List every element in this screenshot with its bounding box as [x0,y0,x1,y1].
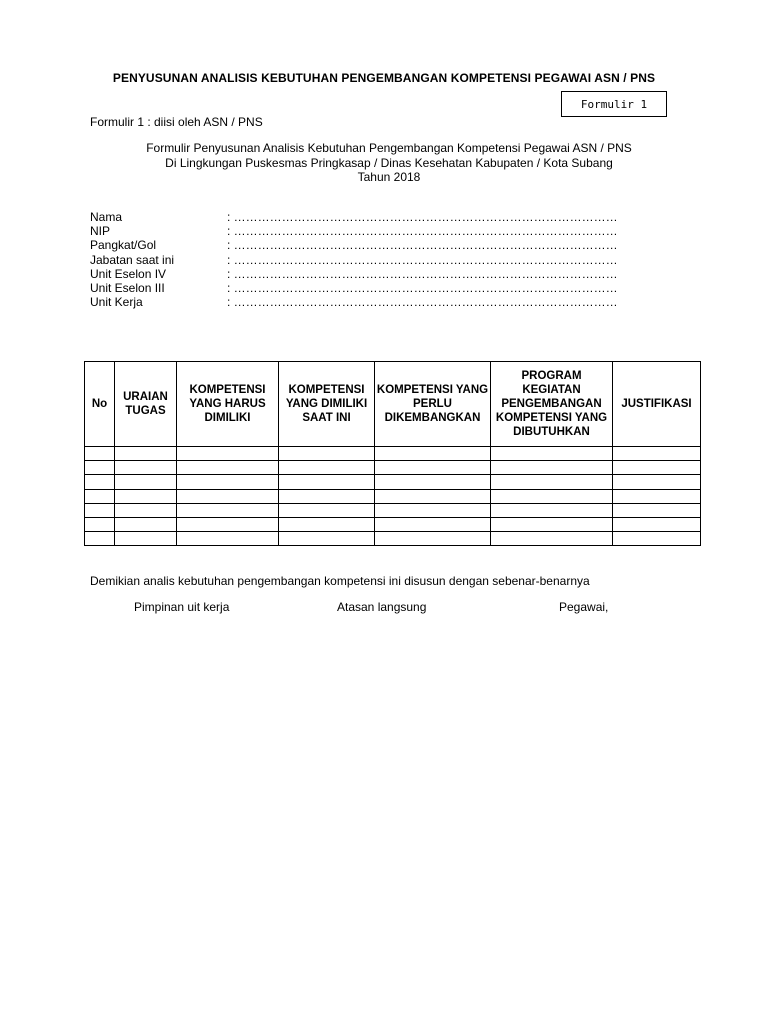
table-row [85,489,701,503]
table-cell[interactable] [279,475,375,489]
table-cell[interactable] [177,475,279,489]
table-cell[interactable] [85,461,115,475]
field-value[interactable]: : …………………………………………………………………………………… [227,280,618,295]
table-cell[interactable] [177,517,279,531]
table-cell[interactable] [115,461,177,475]
field-row-eselon-iii [90,281,647,295]
intro-block [0,141,768,185]
table-cell[interactable] [177,503,279,517]
header-program-kegiatan: PROGRAM KEGIATAN PENGEMBANGAN KOMPETENSI YANG DIBUTUHKAN [491,362,613,447]
table-cell[interactable] [613,503,701,517]
table-cell[interactable] [491,461,613,475]
identity-fields [90,210,647,309]
intro-line: Tahun 2018 [357,170,421,184]
table-cell[interactable] [491,517,613,531]
competency-table [84,361,701,546]
header-uraian-tugas: URAIAN TUGAS [115,362,177,447]
page-title: PENYUSUNAN ANALISIS KEBUTUHAN PENGEMBANGAN KOMPETENSI PEGAWAI ASN / PNS [112,71,656,85]
table-cell[interactable] [279,532,375,546]
field-label: Unit Eselon IV [90,266,167,281]
table-cell[interactable] [115,475,177,489]
table-row [85,475,701,489]
table-cell[interactable] [279,517,375,531]
table-cell[interactable] [115,517,177,531]
table-cell[interactable] [177,532,279,546]
field-value[interactable]: : …………………………………………………………………………………… [227,295,618,310]
table-cell[interactable] [491,489,613,503]
signature-pimpinan: Pimpinan uit kerja [134,600,230,614]
table-cell[interactable] [177,489,279,503]
field-row-nip [90,224,647,238]
form-note: Formulir 1 : diisi oleh ASN / PNS [90,115,263,129]
table-cell[interactable] [613,489,701,503]
field-value[interactable]: : …………………………………………………………………………………… [227,224,618,239]
field-row-unit-kerja [90,295,647,309]
field-label: Pangkat/Gol [90,238,157,253]
header-kompetensi-harus: KOMPETENSI YANG HARUS DIMILIKI [177,362,279,447]
field-value[interactable]: : …………………………………………………………………………………… [227,252,618,267]
table-cell[interactable] [491,447,613,461]
form-number-box: Formulir 1 [561,91,667,117]
field-label: Jabatan saat ini [90,252,175,267]
table-cell[interactable] [177,461,279,475]
table-cell[interactable] [375,532,491,546]
table-cell[interactable] [115,489,177,503]
table-cell[interactable] [613,475,701,489]
field-value[interactable]: : …………………………………………………………………………………… [227,210,618,224]
table-cell[interactable] [613,532,701,546]
table-cell[interactable] [491,475,613,489]
table-cell[interactable] [613,517,701,531]
intro-line: Formulir Penyusunan Analisis Kebutuhan Pengembangan Kompetensi Pegawai ASN / PNS [146,141,632,155]
signature-atasan: Atasan langsung [337,600,427,614]
field-label: Nama [90,210,123,224]
table-cell[interactable] [177,447,279,461]
field-value[interactable]: : …………………………………………………………………………………… [227,238,618,253]
signature-pegawai: Pegawai, [559,600,609,614]
closing-statement: Demikian analis kebutuhan pengembangan kompetensi ini disusun dengan sebenar-benarnya [90,574,590,588]
table-cell[interactable] [279,503,375,517]
table-cell[interactable] [375,517,491,531]
table-cell[interactable] [85,447,115,461]
table-body [85,447,701,546]
table-cell[interactable] [85,489,115,503]
table-cell[interactable] [85,517,115,531]
table-cell[interactable] [85,532,115,546]
table-cell[interactable] [375,489,491,503]
table-cell[interactable] [375,447,491,461]
table-header-row [85,362,701,447]
field-row-pangkat [90,238,647,252]
table-cell[interactable] [613,461,701,475]
table-cell[interactable] [85,475,115,489]
header-justifikasi: JUSTIFIKASI [613,362,701,447]
table-cell[interactable] [279,489,375,503]
table-cell[interactable] [85,503,115,517]
field-value[interactable]: : …………………………………………………………………………………… [227,266,618,281]
field-row-nama [90,210,647,224]
table-cell[interactable] [279,461,375,475]
field-label: NIP [90,224,111,239]
header-kompetensi-perlu: KOMPETENSI YANG PERLU DIKEMBANGKAN [375,362,491,447]
header-no: No [85,362,115,447]
table-row [85,461,701,475]
field-label: Unit Kerja [90,295,143,310]
table-cell[interactable] [279,447,375,461]
table-cell[interactable] [115,503,177,517]
header-kompetensi-dimiliki: KOMPETENSI YANG DIMILIKI SAAT INI [279,362,375,447]
table-cell[interactable] [375,475,491,489]
table-cell[interactable] [115,532,177,546]
table-row [85,447,701,461]
table-cell[interactable] [613,447,701,461]
table-row [85,532,701,546]
table-cell[interactable] [491,532,613,546]
table-cell[interactable] [375,461,491,475]
field-row-jabatan [90,253,647,267]
field-row-eselon-iv [90,267,647,281]
intro-line: Di Lingkungan Puskesmas Pringkasap / Dinas Kesehatan Kabupaten / Kota Subang [165,155,613,170]
table-cell[interactable] [491,503,613,517]
table-row [85,503,701,517]
table-cell[interactable] [115,447,177,461]
table-row [85,517,701,531]
table-cell[interactable] [375,503,491,517]
field-label: Unit Eselon III [90,280,165,295]
